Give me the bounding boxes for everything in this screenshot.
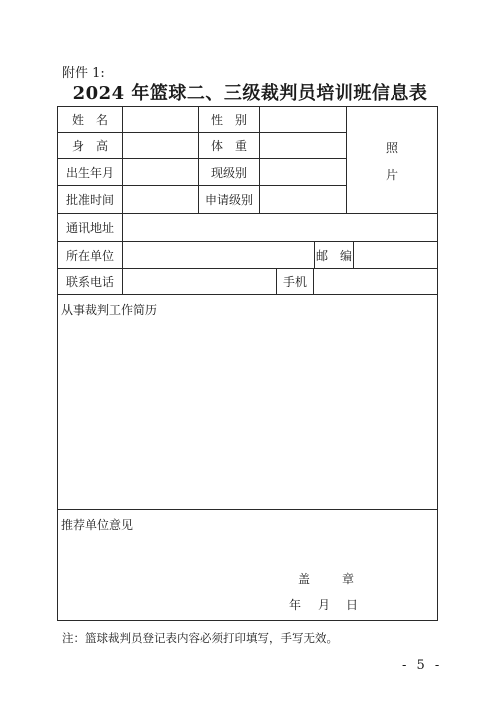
photo-label-1: 照 <box>386 141 399 155</box>
row-line <box>57 294 438 295</box>
apply-level-label: 申请级别 <box>204 193 253 207</box>
mobile-label: 手机 <box>282 275 307 289</box>
year-label: 年 <box>289 598 302 612</box>
photo-label-2: 片 <box>386 168 399 182</box>
mobile-field[interactable] <box>314 269 437 294</box>
apply-level-field[interactable] <box>260 186 346 213</box>
work-unit-label: 所在单位 <box>65 248 114 263</box>
page-title: 2024 年篮球二、三级裁判员培训班信息表 <box>72 83 428 104</box>
birth-date-field[interactable] <box>123 159 198 185</box>
weight-label: 体 重 <box>210 139 247 153</box>
gender-field[interactable] <box>260 107 346 132</box>
birth-date-label: 出生年月 <box>65 165 114 180</box>
row-line <box>57 509 438 510</box>
height-field[interactable] <box>123 133 198 158</box>
table-border-bottom <box>57 620 438 621</box>
footnote: 注：篮球裁判员登记表内容必须打印填写，手写无效。 <box>62 631 338 645</box>
phone-field[interactable] <box>123 269 276 294</box>
table-border-right <box>437 106 438 621</box>
resume-field[interactable] <box>58 318 437 508</box>
approval-date-label: 批准时间 <box>65 193 114 207</box>
registration-form-table <box>57 106 438 621</box>
height-label: 身 高 <box>71 139 108 153</box>
address-label: 通讯地址 <box>65 221 114 235</box>
phone-label: 联系电话 <box>65 275 114 289</box>
seal-label: 盖 章 <box>298 572 365 586</box>
resume-label: 从事裁判工作简历 <box>61 303 158 317</box>
photo-box[interactable] <box>347 107 437 213</box>
approval-date-field[interactable] <box>123 186 198 213</box>
current-level-field[interactable] <box>260 159 346 185</box>
recommendation-field[interactable] <box>58 534 437 564</box>
name-label: 姓 名 <box>71 113 108 127</box>
attachment-label: 附件 1: <box>62 66 105 81</box>
day-label: 日 <box>346 598 359 612</box>
current-level-label: 现级别 <box>210 165 247 180</box>
weight-field[interactable] <box>260 133 346 158</box>
page-number: - 5 - <box>402 658 443 673</box>
address-field[interactable] <box>123 214 437 241</box>
month-label: 月 <box>318 598 331 612</box>
work-unit-field[interactable] <box>123 242 314 268</box>
postcode-field[interactable] <box>354 242 437 268</box>
gender-label: 性 别 <box>210 113 247 127</box>
name-field[interactable] <box>123 107 198 132</box>
postcode-label: 邮 编 <box>315 248 352 263</box>
recommendation-label: 推荐单位意见 <box>61 518 134 532</box>
